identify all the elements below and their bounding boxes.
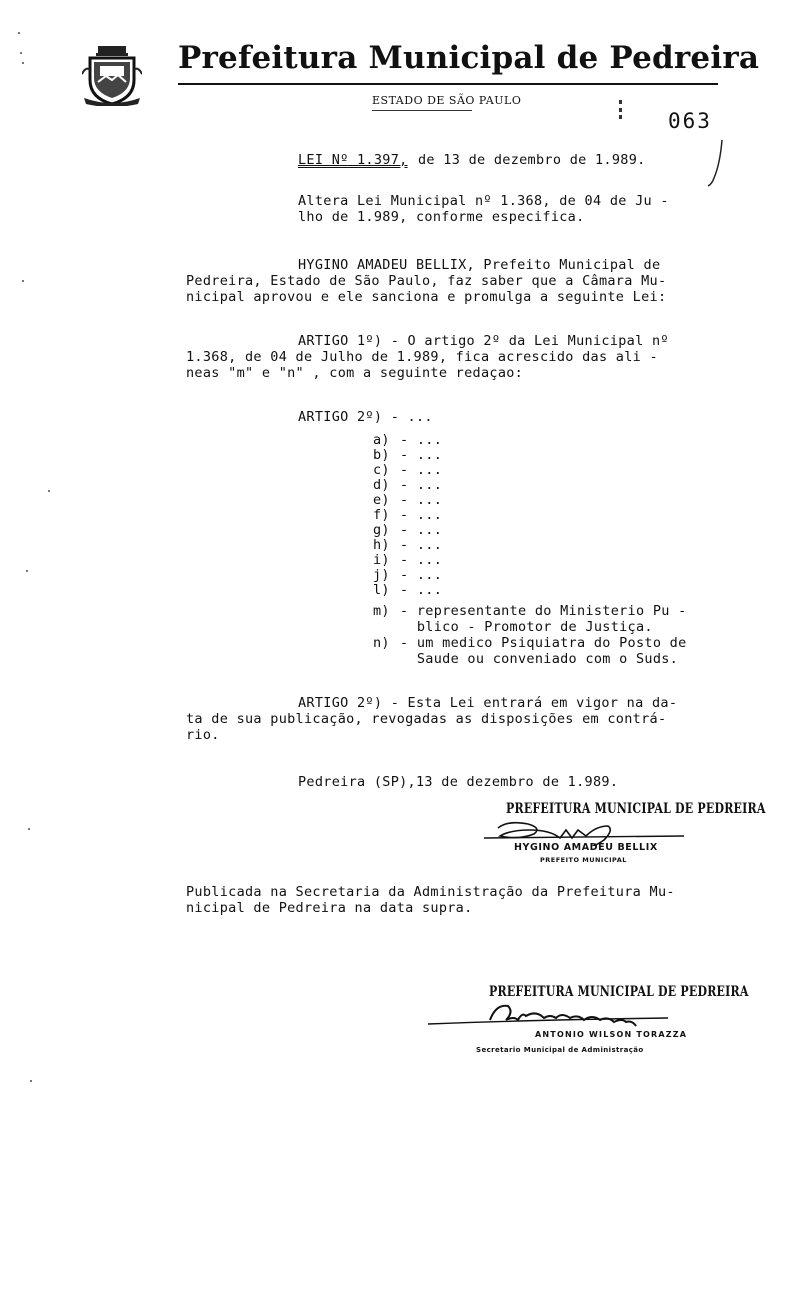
preamble-line: Pedreira, Estado de São Paulo, faz saber que a Câmara Mu- bbox=[186, 273, 667, 289]
item-letter: i) bbox=[373, 552, 390, 568]
item-letter: b) bbox=[373, 447, 390, 463]
item-text: - ... bbox=[400, 537, 443, 553]
secretary-role: Secretario Municipal de Administração bbox=[476, 1046, 644, 1054]
article-1-line: ARTIGO 1º) - O artigo 2º da Lei Municipal nº bbox=[298, 333, 669, 349]
item-text: - ... bbox=[400, 492, 443, 508]
item-letter: g) bbox=[373, 522, 390, 538]
law-number bbox=[298, 152, 408, 168]
item-text: - ... bbox=[400, 522, 443, 538]
item-letter: f) bbox=[373, 507, 390, 523]
mayor-stamp-title: PREFEITURA MUNICIPAL DE PEDREIRA bbox=[506, 800, 766, 817]
article-2-line: ta de sua publicação, revogadas as disposições em contrá- bbox=[186, 711, 667, 727]
law-summary-line: Altera Lei Municipal nº 1.368, de 04 de Ju - bbox=[298, 193, 669, 209]
item-n-line: - um medico Psiquiatra do Posto de bbox=[400, 635, 687, 651]
mayor-name: HYGINO AMADEU BELLIX bbox=[514, 842, 658, 853]
item-letter: c) bbox=[373, 462, 390, 478]
handwritten-mark-icon bbox=[705, 138, 725, 188]
item-text: - ... bbox=[400, 507, 443, 523]
preamble-line: nicipal aprovou e ele sanciona e promulga a seguinte Lei: bbox=[186, 289, 667, 305]
scan-speck bbox=[22, 62, 24, 64]
item-text: - ... bbox=[400, 552, 443, 568]
scan-speck bbox=[30, 1080, 32, 1082]
scan-speck bbox=[48, 490, 50, 492]
publication-line: Publicada na Secretaria da Administração da Prefeitura Mu- bbox=[186, 884, 675, 900]
item-letter: a) bbox=[373, 432, 390, 448]
law-number-text: LEI Nº 1.397, bbox=[298, 152, 408, 168]
letterhead-rule bbox=[178, 83, 718, 85]
article-2-line: ARTIGO 2º) - Esta Lei entrará em vigor na da- bbox=[298, 695, 678, 711]
preamble-line: HYGINO AMADEU BELLIX, Prefeito Municipal de bbox=[298, 257, 661, 273]
item-m-line: blico - Promotor de Justiça. bbox=[400, 619, 653, 635]
item-n-line: Saude ou conveniado com o Suds. bbox=[400, 651, 679, 667]
item-letter: e) bbox=[373, 492, 390, 508]
item-letter: l) bbox=[373, 582, 390, 598]
article-1-line: neas "m" e "n" , com a seguinte redaçao: bbox=[186, 365, 524, 381]
secretary-name: ANTONIO WILSON TORAZZA bbox=[535, 1030, 688, 1039]
article-2-line: rio. bbox=[186, 727, 220, 743]
item-n-letter: n) bbox=[373, 635, 390, 651]
scan-speck bbox=[22, 280, 24, 282]
publication-line: nicipal de Pedreira na data supra. bbox=[186, 900, 473, 916]
item-m-letter: m) bbox=[373, 603, 390, 619]
law-date: de 13 de dezembro de 1.989. bbox=[418, 152, 646, 168]
page-number: 063 bbox=[668, 109, 712, 133]
law-summary-line: lho de 1.989, conforme especifica. bbox=[298, 209, 585, 225]
state-underline bbox=[372, 110, 472, 111]
letterhead-state: ESTADO DE SÃO PAULO bbox=[372, 94, 522, 107]
amended-article-heading: ARTIGO 2º) - ... bbox=[298, 409, 433, 425]
item-text: - ... bbox=[400, 582, 443, 598]
scan-speck bbox=[28, 828, 30, 830]
item-letter: h) bbox=[373, 537, 390, 553]
mayor-role: PREFEITO MUNICIPAL bbox=[540, 856, 627, 864]
item-text: - ... bbox=[400, 447, 443, 463]
letterhead-title: Prefeitura Municipal de Pedreira bbox=[178, 40, 760, 76]
scan-speck bbox=[26, 570, 28, 572]
scan-speck bbox=[18, 32, 20, 34]
margin-mark-icon bbox=[619, 100, 622, 120]
signing-date: Pedreira (SP),13 de dezembro de 1.989. bbox=[298, 774, 619, 790]
item-letter: d) bbox=[373, 477, 390, 493]
mayor-signature-icon bbox=[484, 812, 694, 846]
item-text: - ... bbox=[400, 567, 443, 583]
city-crest-logo bbox=[82, 44, 142, 106]
article-1-line: 1.368, de 04 de Julho de 1.989, fica acrescido das ali - bbox=[186, 349, 658, 365]
item-m-line: - representante do Ministerio Pu - bbox=[400, 603, 687, 619]
secretary-stamp-title: PREFEITURA MUNICIPAL DE PEDREIRA bbox=[489, 983, 749, 1000]
item-text: - ... bbox=[400, 432, 443, 448]
item-text: - ... bbox=[400, 462, 443, 478]
item-letter: j) bbox=[373, 567, 390, 583]
item-text: - ... bbox=[400, 477, 443, 493]
scan-speck bbox=[20, 52, 22, 54]
